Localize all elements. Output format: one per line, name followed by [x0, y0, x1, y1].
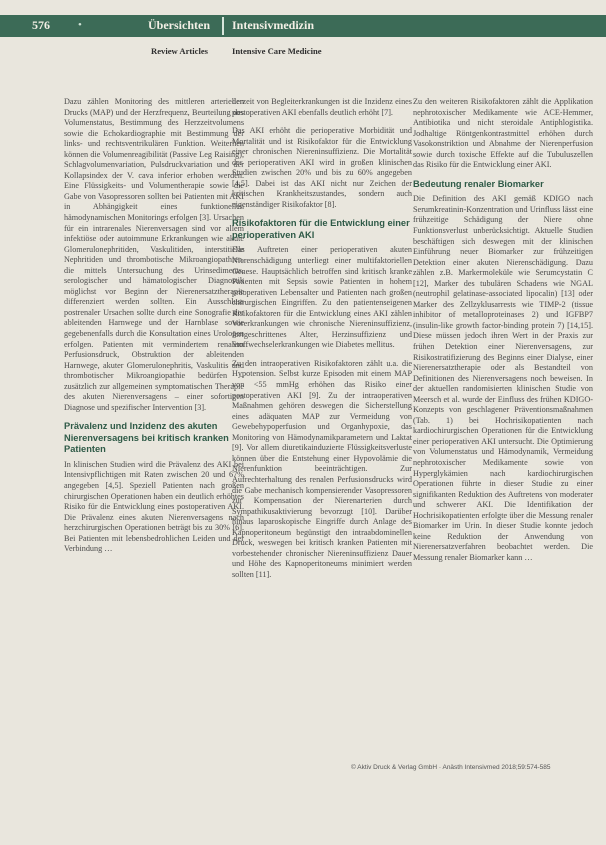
paragraph: Das AKI erhöht die perioperative Morbidität und Mortalität und ist Risikofaktor für die Entwicklung einer chronischen Niereninsuffizienz. Die Mortalität des perioperativen AKI wird in großen klinischen Studien zwischen 20% und bis zu 60% angegeben [4,5]. Dabei ist das AKI nicht nur Zeichen der kritischen Krankheitszustandes, sondern auch eigenständiger Risikofaktor [8]. — [232, 126, 412, 209]
paragraph: Zu den weiteren Risikofaktoren zählt die Applikation nephrotoxischer Medikamente wie ACE-Hemmer, Antibiotika und nicht steroidale Antiphlogistika. Jodhaltige Röntgenkontrastmittel erhöhen durch Vasokonstriktion und Abnahme der Nierenperfusion sowie durch toxische Effekte auf die Tubuluszellen das Risiko für die Entwicklung einer AKI. — [413, 97, 593, 170]
section-title-english: Review Articles — [151, 46, 209, 56]
journal-title: Intensivmedizin — [232, 18, 315, 32]
separator-dot-icon: • — [78, 19, 82, 31]
copyright-footer: © Aktiv Druck & Verlag GmbH · Anästh Intensivmed 2018;59:574-585 — [351, 764, 551, 771]
paragraph: Die Definition des AKI gemäß KDIGO nach Serumkreatinin-Konzentration und Urinfluss lässt eine frühzeitige Schädigung der Niere ohne Funktionsverlust unberücksichtigt. Aktuelle Studien beschäftigen sich deswegen mit der klinischen Einführung neuer Biomarker zur frühzeitigen Detektion einer akuten Nierenschädigung. Dazu zählen z.B. Markermoleküle wie Serumcystatin C [12], Marker des tubulären Schadens wie NGAL (neutrophil gelatinase-associated lipocalin) [13] oder Marker des Zellzyklusarrests wie TIMP-2 (tissue inhibitor of metalloproteinases 2) und IGFBP7 (insulin-like growth factor-binding protein 7) [14,15]. Diese müssen jedoch ihren Wert in der Praxis zur frühen Detektion einer Nierenversagens, zur Risikostratifizierung des Beginns einer Dialyse, einer Nierenersatztherapie oder als Bestandteil von Definitionen des Nierenversagens noch beweisen. In der aktuellen randomisierten klinischen Studie von Meersch et al. wurde der Einfluss des frühen KDIGO-Konzepts von geschlagener Präventionsmaßnahmen (Tab. 1) bei Hochrisikopatienten nach kardiochirurgischen Operationen für die Entwicklung einer perioperativen AKI untersucht. Die Optimierung von Volumenstatus und Hämodynamik, Vermeidung nephrotoxischer Medikamente sowie von Hyperglykämien nach kardiochirurgischen Operationen führte in dieser Studie zu einer signifikanten Reduktion des Auftretens von moderater und schwerer AKI. Die Identifikation der Hochrisikopatienten erfolgte über die Messung renaler Biomarker im Urin. In dieser Studie konnte jedoch keine Reduktion der Anwendung von Nierenersatzverfahren beobachtet werden. Die Messung renaler Biomarker kann … — [413, 194, 593, 562]
header-divider — [222, 17, 224, 35]
text-column-right — [413, 97, 593, 571]
text-column-middle — [232, 97, 412, 588]
paragraph: derzeit von Begleiterkrankungen ist die Inzidenz eines postoperativen AKI ebenfalls deutlich erhöht [7]. — [232, 97, 412, 117]
paragraph: Dazu zählen Monitoring des mittleren arteriellen Drucks (MAP) und der Herzfrequenz, Beurteilung des Volumenstatus, Bestimmung des Herzzeitvolumens sowie die Echokardiographie mit Bestimmung der links- und rechtsventrikulären Funktion. Weiterhen können die Volumenreagibilität (Passive Leg Raising), Schlagvolumenvariation, Pulsdruckvariation und der Kollapsindex der V. cava inferior erhoben werden. Eine Flüssigkeits- und Volumentherapie sowie die Gabe von Vasopressoren sollten bei Patienten mit AKI in Abhängigkeit eines funktionellen hämodynamischen Monitorings erfolgen [3]. Ursachen für ein intrarenales Nierenversagen sind vor allem infektiöse oder autoimmune Erkrankungen wie akute Glomerulonephritiden, Vaskulitiden, interstitielle Nephritiden und thrombotische Mikroangiopathien, die mittels Untersuchung des Urinsediments, serologischer und hämatologischer Diagnostik möglichst vor Beginn der Nierenersatztherapie differenziert werden sollten. Ein Ausschluss postrenaler Ursachen sollte durch eine Sonografie der ableitenden Harnwege und der Harnblase sowie gegebenenfalls durch die Konsultation eines Urologen erfolgen. Patienten mit vermindertem renalem Perfusionsdruck, Obstruktion der ableitenden Harnwege, akuter Glomerulonephritis, Vaskulitis und thrombotischer Mikroangiopathie bedürfen – zusätzlich zur allgemeinen symptomatischen Therapie des akuten Nierenversagens – einer sofortigen Diagnose und spezifischer Intervention [3]. — [64, 97, 244, 412]
paragraph: In klinischen Studien wird die Prävalenz des AKI bei Intensivpflichtigen mit Raten zwischen 20 und 67% angegeben [4,5]. Speziell Patienten nach großen chirurgischen Operationen haben ein deutlich erhöhtes Risiko für die Entwicklung eines postoperativen AKI. Die Prävalenz eines akuten Nierenversagens nach herzchirurgischen Operationen beträgt bis zu 30% [6]. Bei Patienten mit lebensbedrohlichen Leiden und der Verbindung … — [64, 459, 244, 554]
section-title: Übersichten — [148, 18, 210, 32]
section-heading: Prävalenz und Inzidenz des akuten Nierenversagens bei kritisch kranken Patienten — [64, 421, 229, 455]
text-column-left — [64, 97, 244, 563]
page-number: 576 — [32, 18, 50, 32]
section-heading: Risikofaktoren für die Entwicklung einer perioperativen AKI — [232, 218, 410, 240]
journal-title-english: Intensive Care Medicine — [232, 46, 322, 56]
paragraph: Das Auftreten einer perioperativen akuten Nierenschädigung unterliegt einer multifaktoriellen Genese. Hauptsächlich betroffen sind kritisch kranke Patienten mit Sepsis sowie Patienten in hohem präoperativen Lebensalter und Patienten nach großen chirurgischen Eingriffen. Zu den patientenseigenen Risikofaktoren für die Entwicklung eines AKI zählen Vorerkrankungen wie chronische Niereninsuffizienz, fortgeschrittenes Alter, Herzinsuffizienz und Stoffwechselerkrankungen wie Diabetes mellitus. — [232, 245, 412, 350]
paragraph: Zu den intraoperativen Risikofaktoren zählt u.a. die Hypotension. Selbst kurze Episoden mit einem MAP von <55 mmHg erhöhen das Risiko einer postoperativen AKI [9]. Zu der intraoperativen Maßnahmen gehören deswegen die Sicherstellung eines adäquaten MAP zur Vermeidung von Gewebehypoperfusion und Organhypoxie, das Monitoring von Hämodynamikparametern und Laktat [9]. Vor allem diuretikainduzierte Flüssigkeitsverluste können über die Entstehung einer Hypovolämie die Nierenfunktion beeinträchtigen. Zur Aufrechterhaltung des renalen Perfusionsdrucks wird die Gabe mechanisch kompensierender Vasopressoren zur Kompensation der Nierenarterien durch Sympathikusaktivierung bevorzugt [10]. Darüber hinaus laparoskopische Eingriffe durch Anlage des Kapnoperitoneum begünstigt den intraabdominellen Druck, weswegen bei kritisch kranken Patienten mit vorbestehender chronischer Niereninsuffizienz Dauer und Höhe des Kapnoperitoneums minimiert werden sollten [11]. — [232, 358, 412, 579]
section-heading: Bedeutung renaler Biomarker — [413, 178, 544, 189]
